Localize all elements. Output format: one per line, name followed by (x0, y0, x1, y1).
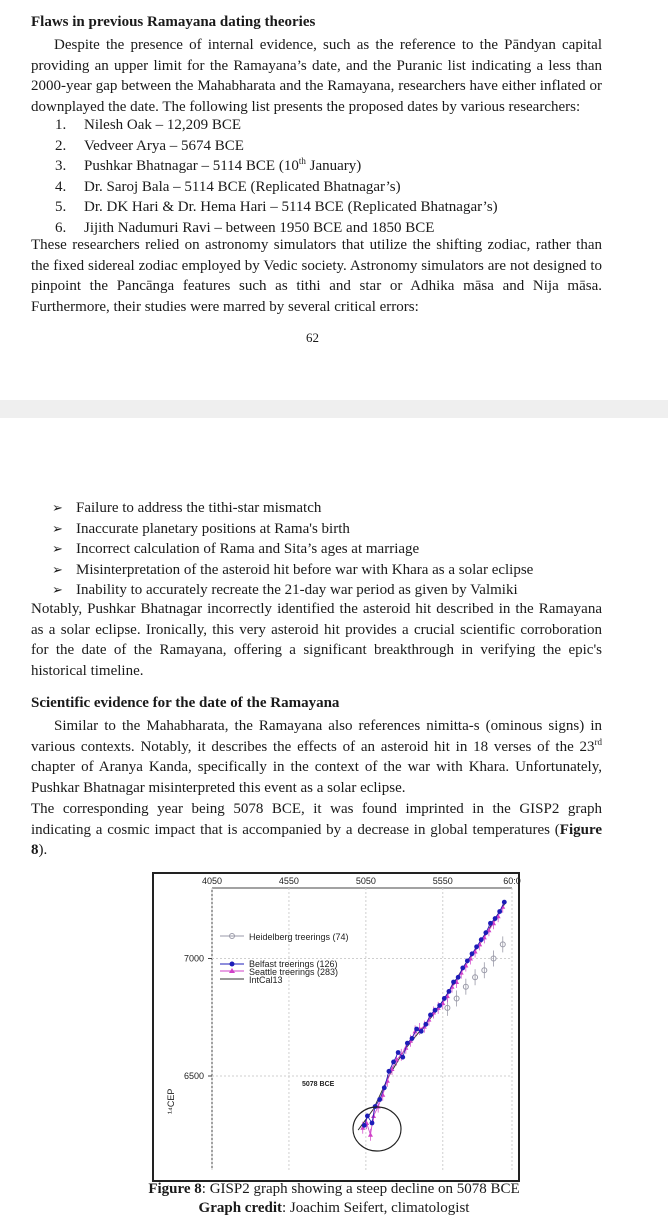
page-62 (0, 0, 668, 400)
belfast-point (470, 951, 475, 956)
gisp2-chart (154, 874, 521, 1180)
chart-data-points (358, 900, 507, 1141)
page-separator (0, 400, 668, 418)
belfast-point (437, 1003, 442, 1008)
list-item: 2. Vedveer Arya – 5674 BCE (55, 137, 244, 154)
belfast-point (442, 996, 447, 1001)
belfast-point (396, 1050, 401, 1055)
chart-legend (220, 932, 349, 985)
list-item: 6. Jijith Nadumuri Ravi – between 1950 BCE and 1850 BCE (55, 219, 435, 236)
list-item: 1. Nilesh Oak – 12,209 BCE (55, 117, 242, 133)
intro-paragraph: Despite the presence of internal evidence, such as the reference to the Pāndyan capital providing an upper limit for the Ramayana’s date, and the Puranic list indicating a less than 2000-year gap between the Mahabharata and the Ramayana, researchers have either inflated or downplayed the date. The following list presents the proposed dates by various researchers: (31, 37, 602, 115)
list-item: ➢ Failure to address the tithi-star mismatch (52, 498, 533, 519)
belfast-point (428, 1013, 433, 1018)
impact-annotation: 5078 BCE (302, 1081, 335, 1088)
researcher-date-list (31, 115, 498, 239)
arrow-bullet-icon: ➢ (52, 500, 63, 515)
belfast-point (465, 958, 470, 963)
arrow-bullet-icon: ➢ (52, 541, 63, 557)
belfast-point (414, 1027, 419, 1032)
x-tick-label: 4550 (278, 876, 299, 886)
belfast-point (451, 980, 456, 985)
simulators-paragraph: These researchers relied on astronomy simulators that utilize the shifting zodiac, rather than the fixed sidereal zodiac employed by Vedic society. Astronomy simulators are not designed to pinpoint the Pancānga features such as tithi and star or Adhika māsa and Nija māsa. Furthermore, their studies were marred by several critical errors: (31, 237, 602, 315)
list-item: ➢ Inability to accurately recreate the 21-day war period as given by Valmiki (52, 580, 533, 601)
list-item: 5. Dr. DK Hari & Dr. Hema Hari – 5114 BCE (Replicated Bhatnagar’s) (55, 199, 498, 216)
belfast-point (447, 989, 452, 994)
gisp2-figure (152, 872, 520, 1182)
list-item: ➢ Misinterpretation of the asteroid hit before war with Khara as a solar eclipse (52, 560, 533, 581)
arrow-bullet-icon: ➢ (52, 582, 63, 598)
legend-label-heidelberg: Heidelberg treerings (74) (249, 932, 349, 942)
y-tick-label: 7000 (183, 953, 204, 964)
list-item: ➢ Inaccurate planetary positions at Rama's birth (52, 519, 533, 540)
belfast-point (391, 1060, 396, 1065)
arrow-bullet-icon: ➢ (52, 520, 63, 536)
nimitta-paragraph: Similar to the Mahabharata, the Ramayana also references nimitta-s (ominous signs) in various contexts. Notably, it describes the effects of an asteroid hit in 18 verses of the 23rd chapter of Aranya Kanda, specifically in the context of the war with Khara. Unfortunately, Pushkar Bhatnagar misinterpreted this event as a solar eclipse. (31, 718, 602, 796)
belfast-point (365, 1114, 370, 1119)
belfast-point (405, 1041, 410, 1046)
belfast-point (479, 937, 484, 942)
x-tick-label: 60:0 (503, 876, 521, 886)
notably-paragraph: Notably, Pushkar Bhatnagar incorrectly identified the asteroid hit described in the Ramayana as a solar eclipse. Ironically, this very asteroid hit provides a crucial scientific corroboration for the date of the Ramayana, offering a significant breakthrough in verifying the epic's historical timeline. (31, 601, 602, 679)
arrow-bullet-icon: ➢ (52, 561, 63, 577)
belfast-point (502, 900, 507, 905)
belfast-point (488, 921, 493, 926)
y-tick-label: 6500 (183, 1071, 204, 1081)
belfast-point (419, 1029, 424, 1034)
section-heading-flaws: Flaws in previous Ramayana dating theories (31, 14, 316, 30)
page-63 (0, 418, 668, 1216)
belfast-point (362, 1123, 367, 1128)
seattle-point (368, 1132, 373, 1137)
belfast-point (433, 1008, 438, 1013)
graph-credit: Graph credit: Joachim Seifert, climatologist (198, 1200, 470, 1216)
legend-label-belfast: Belfast treerings (126) (249, 959, 338, 969)
x-tick-label: 4050 (201, 876, 223, 886)
belfast-point (474, 944, 479, 949)
belfast-point (483, 930, 488, 935)
belfast-point (493, 916, 498, 921)
belfast-point (370, 1121, 375, 1126)
legend-label-intcal13: IntCal13 (249, 975, 283, 985)
section-heading-scientific: Scientific evidence for the date of the Ramayana (31, 695, 340, 711)
page-number: 62 (306, 330, 319, 345)
belfast-point (423, 1022, 428, 1027)
belfast-point (456, 975, 461, 980)
figure-caption: Figure 8: GISP2 graph showing a steep decline on 5078 BCE (148, 1181, 520, 1197)
belfast-point (460, 966, 465, 971)
belfast-point (400, 1055, 405, 1060)
belfast-point (410, 1036, 415, 1041)
y-axis-label: ¹⁴CEP (166, 1088, 176, 1114)
error-bullet-list (52, 498, 533, 601)
x-tick-label: 5550 (432, 876, 453, 886)
impact-highlight-circle (353, 1107, 401, 1151)
belfast-point (497, 909, 502, 914)
x-tick-label: 5050 (355, 876, 376, 886)
belfast-point (387, 1069, 392, 1074)
list-item: 3. Pushkar Bhatnagar – 5114 BCE (10th January) (55, 156, 362, 175)
belfast-point (377, 1097, 382, 1102)
list-item: ➢ Incorrect calculation of Rama and Sita’s ages at marriage (52, 539, 533, 560)
belfast-point (382, 1085, 387, 1090)
corresponding-year-paragraph: The corresponding year being 5078 BCE, it was found imprinted in the GISP2 graph indicating a cosmic impact that is accompanied by a decrease in global temperatures (Figure 8). (31, 801, 602, 859)
list-item: 4. Dr. Saroj Bala – 5114 BCE (Replicated Bhatnagar’s) (55, 178, 401, 195)
legend-label-seattle: Seattle treerings (283) (249, 967, 339, 977)
legend-marker-belfast (230, 962, 235, 967)
